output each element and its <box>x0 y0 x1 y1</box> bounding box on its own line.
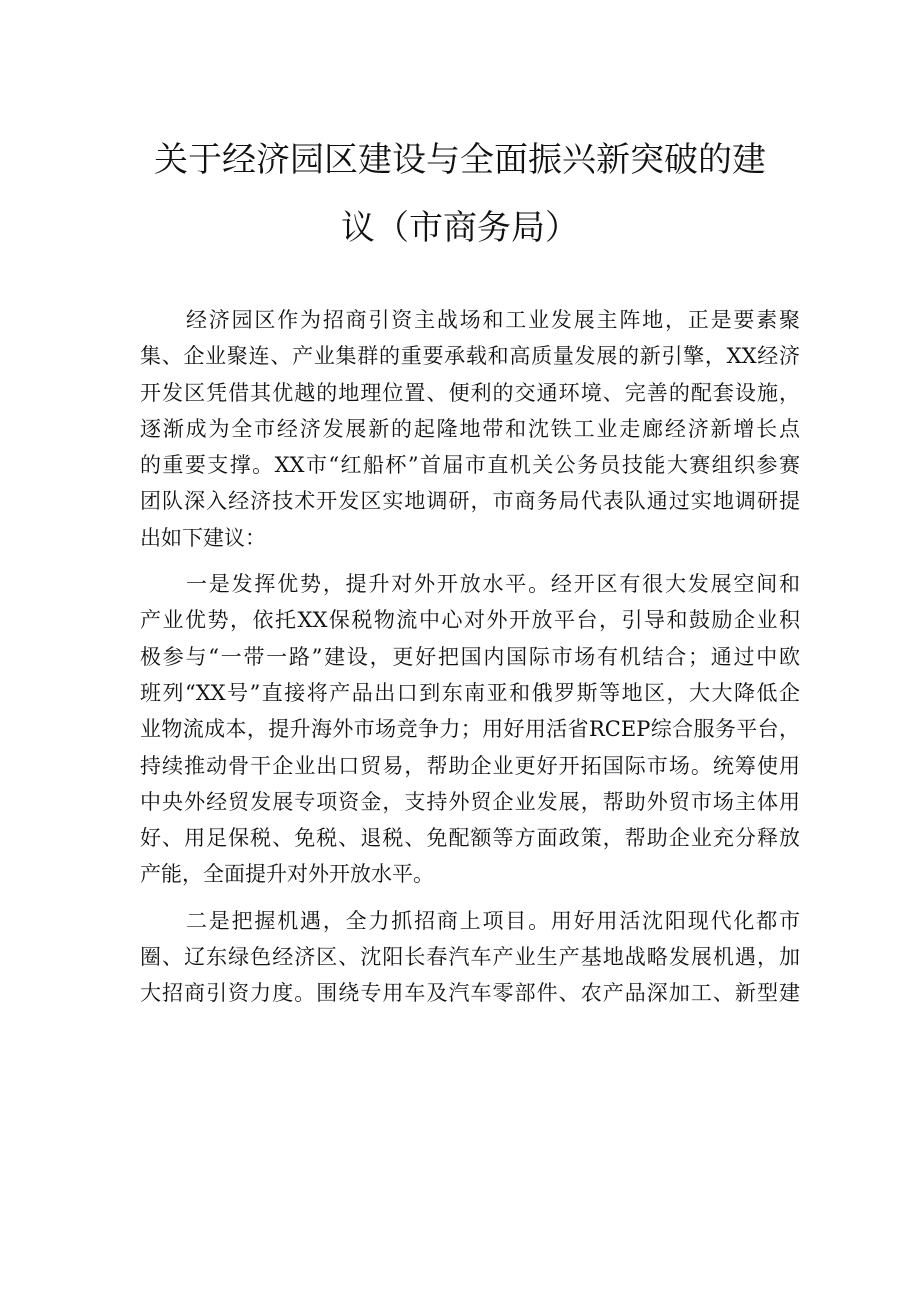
paragraph-line: 产业优势，依托XX保税物流中心对外开放平台，引导和鼓励企业积 <box>140 608 800 633</box>
paragraph-line: 产能，全面提升对外开放水平。 <box>140 862 434 887</box>
paragraph-line: 的重要支撑。XX市“红船杯”首届市直机关公务员技能大赛组织参赛 <box>140 453 800 478</box>
paragraph-line: 出如下建议： <box>140 525 266 550</box>
paragraph-line: 团队深入经济技术开发区实地调研，市商务局代表队通过实地调研提 <box>140 489 800 514</box>
paragraph-line: 好、用足保税、免税、退税、免配额等方面政策，帮助企业充分释放 <box>140 826 800 851</box>
paragraph-line: 持续推动骨干企业出口贸易，帮助企业更好开拓国际市场。统筹使用 <box>140 753 800 778</box>
paragraph-line: 一是发挥优势，提升对外开放水平。经开区有很大发展空间和 <box>186 572 800 597</box>
document-title-line-1: 关于经济园区建设与全面振兴新突破的建 <box>154 140 766 180</box>
paragraph-line: 逐渐成为全市经济发展新的起隆地带和沈铁工业走廊经济新增长点 <box>140 416 800 441</box>
paragraph-line: 集、企业聚连、产业集群的重要承载和高质量发展的新引擎，XX经济 <box>140 344 800 369</box>
document-title-line-2: 议（市商务局） <box>341 208 579 248</box>
paragraph-3 <box>140 903 800 1012</box>
paragraph-line: 业物流成本，提升海外市场竞争力；用好用活省RCEP综合服务平台， <box>140 717 800 742</box>
paragraph-line: 班列“XX号”直接将产品出口到东南亚和俄罗斯等地区，大大降低企 <box>140 680 800 705</box>
paragraph-line: 二是把握机遇，全力抓招商上项目。用好用活沈阳现代化都市 <box>186 908 800 933</box>
paragraph-1 <box>140 302 800 556</box>
document-body <box>140 302 800 1012</box>
paragraph-line: 极参与“一带一路”建设，更好把国内国际市场有机结合；通过中欧 <box>140 644 800 669</box>
paragraph-line: 中央外经贸发展专项资金，支持外贸企业发展，帮助外贸市场主体用 <box>140 789 800 814</box>
paragraph-2 <box>140 566 800 893</box>
paragraph-line: 经济园区作为招商引资主战场和工业发展主阵地，正是要素聚 <box>186 308 800 332</box>
paragraph-line: 大招商引资力度。围绕专用车及汽车零部件、农产品深加工、新型建 <box>140 981 800 1006</box>
paragraph-line: 开发区凭借其优越的地理位置、便利的交通环境、完善的配套设施， <box>140 380 800 405</box>
paragraph-line: 圈、辽东绿色经济区、沈阳长春汽车产业生产基地战略发展机遇，加 <box>140 945 800 970</box>
